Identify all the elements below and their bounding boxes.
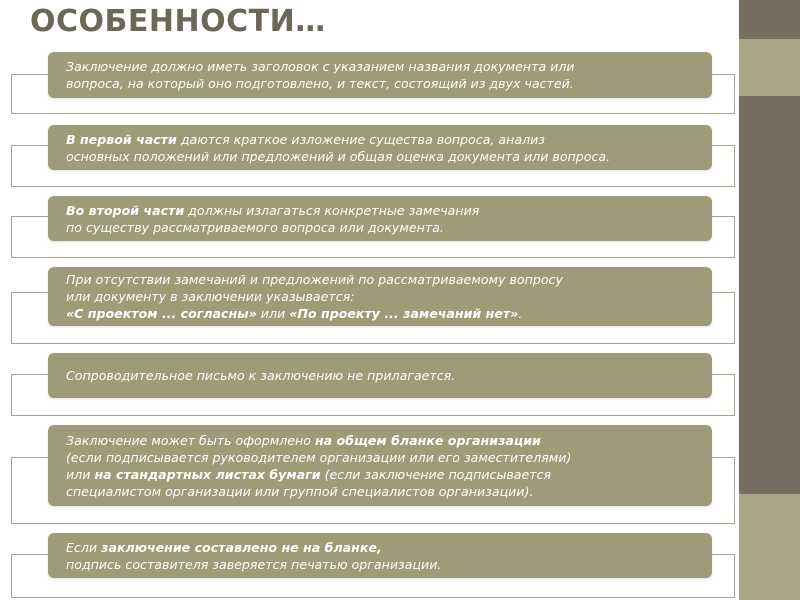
item-box-5 [48, 353, 712, 398]
body-text: специалистом организации или группой специалистов организации). [66, 483, 534, 499]
item-box-3 [48, 196, 712, 241]
item-text-line [66, 202, 702, 219]
side-panel-accent-top [739, 39, 800, 96]
item-text-line [66, 432, 702, 449]
body-text: вопроса, на который оно подготовлено, и текст, состоящий из двух частей. [66, 76, 574, 91]
item-text-line [66, 219, 702, 236]
item-box-1 [48, 52, 712, 98]
body-text: . [518, 306, 523, 321]
body-text: Заключение должно иметь заголовок с указанием названия документа или [66, 59, 575, 74]
side-panel-accent-bottom [739, 494, 800, 600]
body-text: даются краткое изложение существа вопроса, анализ [176, 131, 545, 147]
item-text-line [66, 75, 702, 92]
item-text-line [66, 556, 702, 573]
item-text-line [66, 449, 702, 466]
item-box-2 [48, 125, 712, 170]
item-text-line [66, 288, 702, 305]
item-box-6 [48, 425, 712, 506]
item-text-line [66, 367, 702, 384]
body-text: Если [66, 539, 102, 555]
item-text-line [66, 271, 702, 288]
body-text: (если заключение подписывается [320, 466, 552, 482]
item-text-line [66, 305, 702, 322]
emphasis-text: Во второй части [66, 202, 185, 218]
emphasis-text: на стандартных листах бумаги [94, 466, 321, 482]
item-text-line [66, 539, 702, 556]
slide-title: ОСОБЕННОСТИ… [30, 4, 326, 39]
item-text-line [66, 148, 702, 165]
body-text: (если подписывается руководителем организации или его заместителями) [66, 449, 572, 465]
emphasis-text: В первой части [66, 131, 177, 147]
item-text-line [66, 483, 702, 500]
body-text: При отсутствии замечаний и предложений по рассматриваемому вопросу [66, 272, 563, 287]
item-text-line [66, 58, 702, 75]
body-text: или [66, 466, 95, 482]
body-text: по существу рассматриваемого вопроса или документа. [66, 219, 444, 235]
item-box-7 [48, 533, 712, 578]
item-text-line [66, 131, 702, 148]
emphasis-text: «С проектом ... согласны» [66, 306, 257, 321]
body-text: или [256, 306, 290, 321]
item-text-line [66, 466, 702, 483]
body-text: подпись составителя заверяется печатью организации. [66, 556, 442, 572]
body-text: Сопроводительное письмо к заключению не прилагается. [66, 368, 456, 383]
emphasis-text: «По проекту ... замечаний нет» [289, 306, 519, 321]
emphasis-text: заключение составлено не на бланке, [101, 539, 382, 555]
emphasis-text: на общем бланке организации [314, 432, 541, 448]
body-text: должны излагаться конкретные замечания [184, 202, 480, 218]
body-text: или документу в заключении указывается: [66, 289, 355, 304]
body-text: Заключение может быть оформлено [66, 432, 315, 448]
item-box-4 [48, 267, 712, 326]
body-text: основных положений или предложений и общая оценка документа или вопроса. [66, 148, 611, 164]
